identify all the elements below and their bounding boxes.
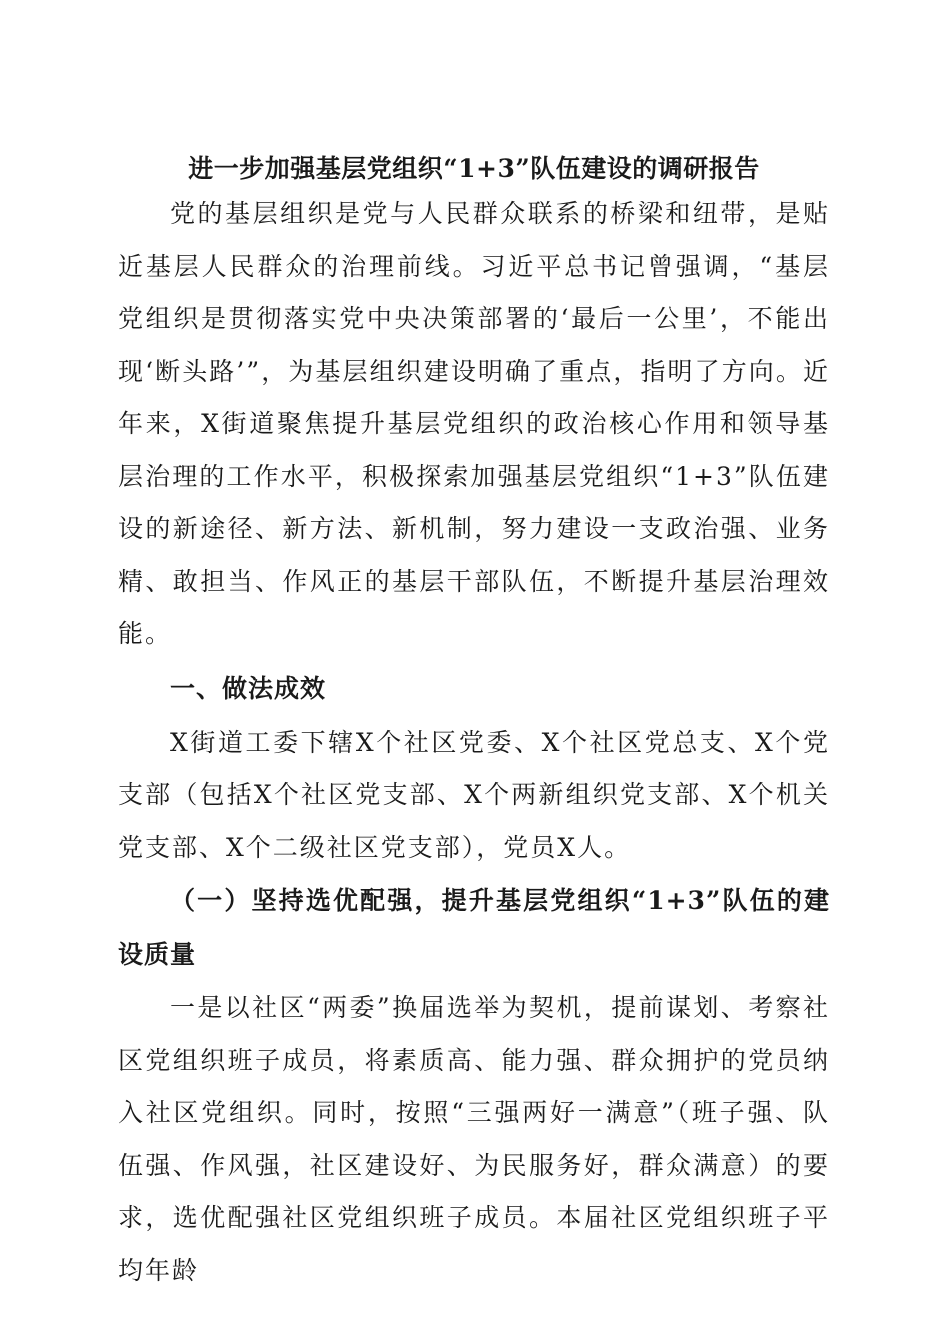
section-heading-1: 一、做法成效: [170, 673, 327, 703]
document-title: 进一步加强基层党组织“1+3”队伍建设的调研报告: [188, 154, 760, 183]
subsection-1-paragraph: 一是以社区“两委”换届选举为契机，提前谋划、考察社区党组织班子成员，将素质高、能力强、群众拥护的党员纳入社区党组织。同时，按照“三强两好一满意”（班子强、队伍强、作风强，社区建设好、为民服务好，群众满意）的要求，选优配强社区党组织班子成员。本届社区党组织班子平均年龄: [118, 993, 830, 1285]
subsection-heading-1: （一）坚持选优配强，提升基层党组织“1+3”队伍的建设质量: [118, 886, 830, 969]
document-page: [118, 150, 830, 1297]
intro-paragraph: 党的基层组织是党与人民群众联系的桥梁和纽带，是贴近基层人民群众的治理前线。习近平总书记曾强调，“基层党组织是贯彻落实党中央决策部署的‘最后一公里’，不能出现‘断头路’”，为基层组织建设明确了重点，指明了方向。近年来，X街道聚焦提升基层党组织的政治核心作用和领导基层治理的工作水平，积极探索加强基层党组织“1+3”队伍建设的新途径、新方法、新机制，努力建设一支政治强、业务精、敢担当、作风正的基层干部队伍，不断提升基层治理效能。: [118, 199, 830, 648]
section-1-paragraph: X街道工委下辖X个社区党委、X个社区党总支、X个党支部（包括X个社区党支部、X个两新组织党支部、X个机关党支部、X个二级社区党支部），党员X人。: [118, 727, 830, 862]
